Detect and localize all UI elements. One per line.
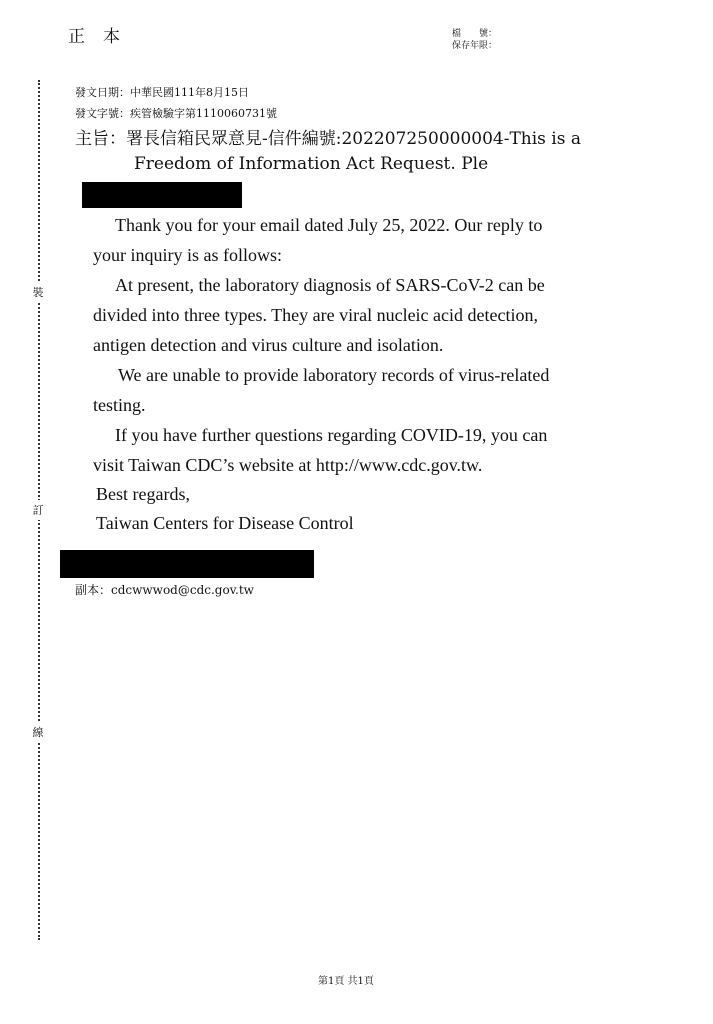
body-line-8: If you have further questions regarding COVID-19, you can — [115, 425, 548, 445]
redaction-block-signature — [60, 550, 314, 578]
document-number: 發文字號：疾管檢驗字第1110060731號 — [75, 107, 277, 120]
body-line-1: Thank you for your email dated July 25, 2022. Our reply to — [115, 215, 543, 235]
body-line-10: Best regards, — [96, 484, 190, 504]
body-line-11: Taiwan Centers for Disease Control — [96, 513, 354, 533]
retention-label: 保存年限： — [452, 41, 498, 51]
cc-line: 副本：cdcwwwod@cdc.gov.tw — [75, 583, 254, 597]
body-line-2: your inquiry is as follows: — [93, 245, 282, 265]
binding-char-staple: 訂 — [31, 500, 45, 520]
copy-type-label: 正本 — [68, 27, 138, 47]
file-number-label: 檔 號： — [452, 29, 498, 39]
body-line-3: At present, the laboratory diagnosis of SARS-CoV-2 can be — [115, 275, 545, 295]
subject-line-1: 主旨：署長信箱民眾意見-信件編號:202207250000004-This is a — [75, 129, 582, 149]
body-line-6: We are unable to provide laboratory records of virus-related — [118, 365, 550, 385]
binding-char-line: 線 — [31, 722, 45, 742]
body-line-4: divided into three types. They are viral nucleic acid detection, — [93, 305, 538, 325]
redaction-block-recipient — [82, 182, 242, 208]
page-indicator: 第1頁 共1頁 — [318, 976, 374, 987]
body-line-5: antigen detection and virus culture and isolation. — [93, 335, 444, 355]
file-meta — [452, 28, 497, 52]
binding-char-bind: 裝 — [31, 282, 45, 302]
body-line-9: visit Taiwan CDC’s website at http://www.cdc.gov.tw. — [93, 455, 483, 475]
body-line-7: testing. — [93, 395, 146, 415]
issue-date: 發文日期：中華民國111年8月15日 — [75, 86, 249, 99]
subject-line-2: Freedom of Information Act Request. Ple — [134, 154, 489, 174]
